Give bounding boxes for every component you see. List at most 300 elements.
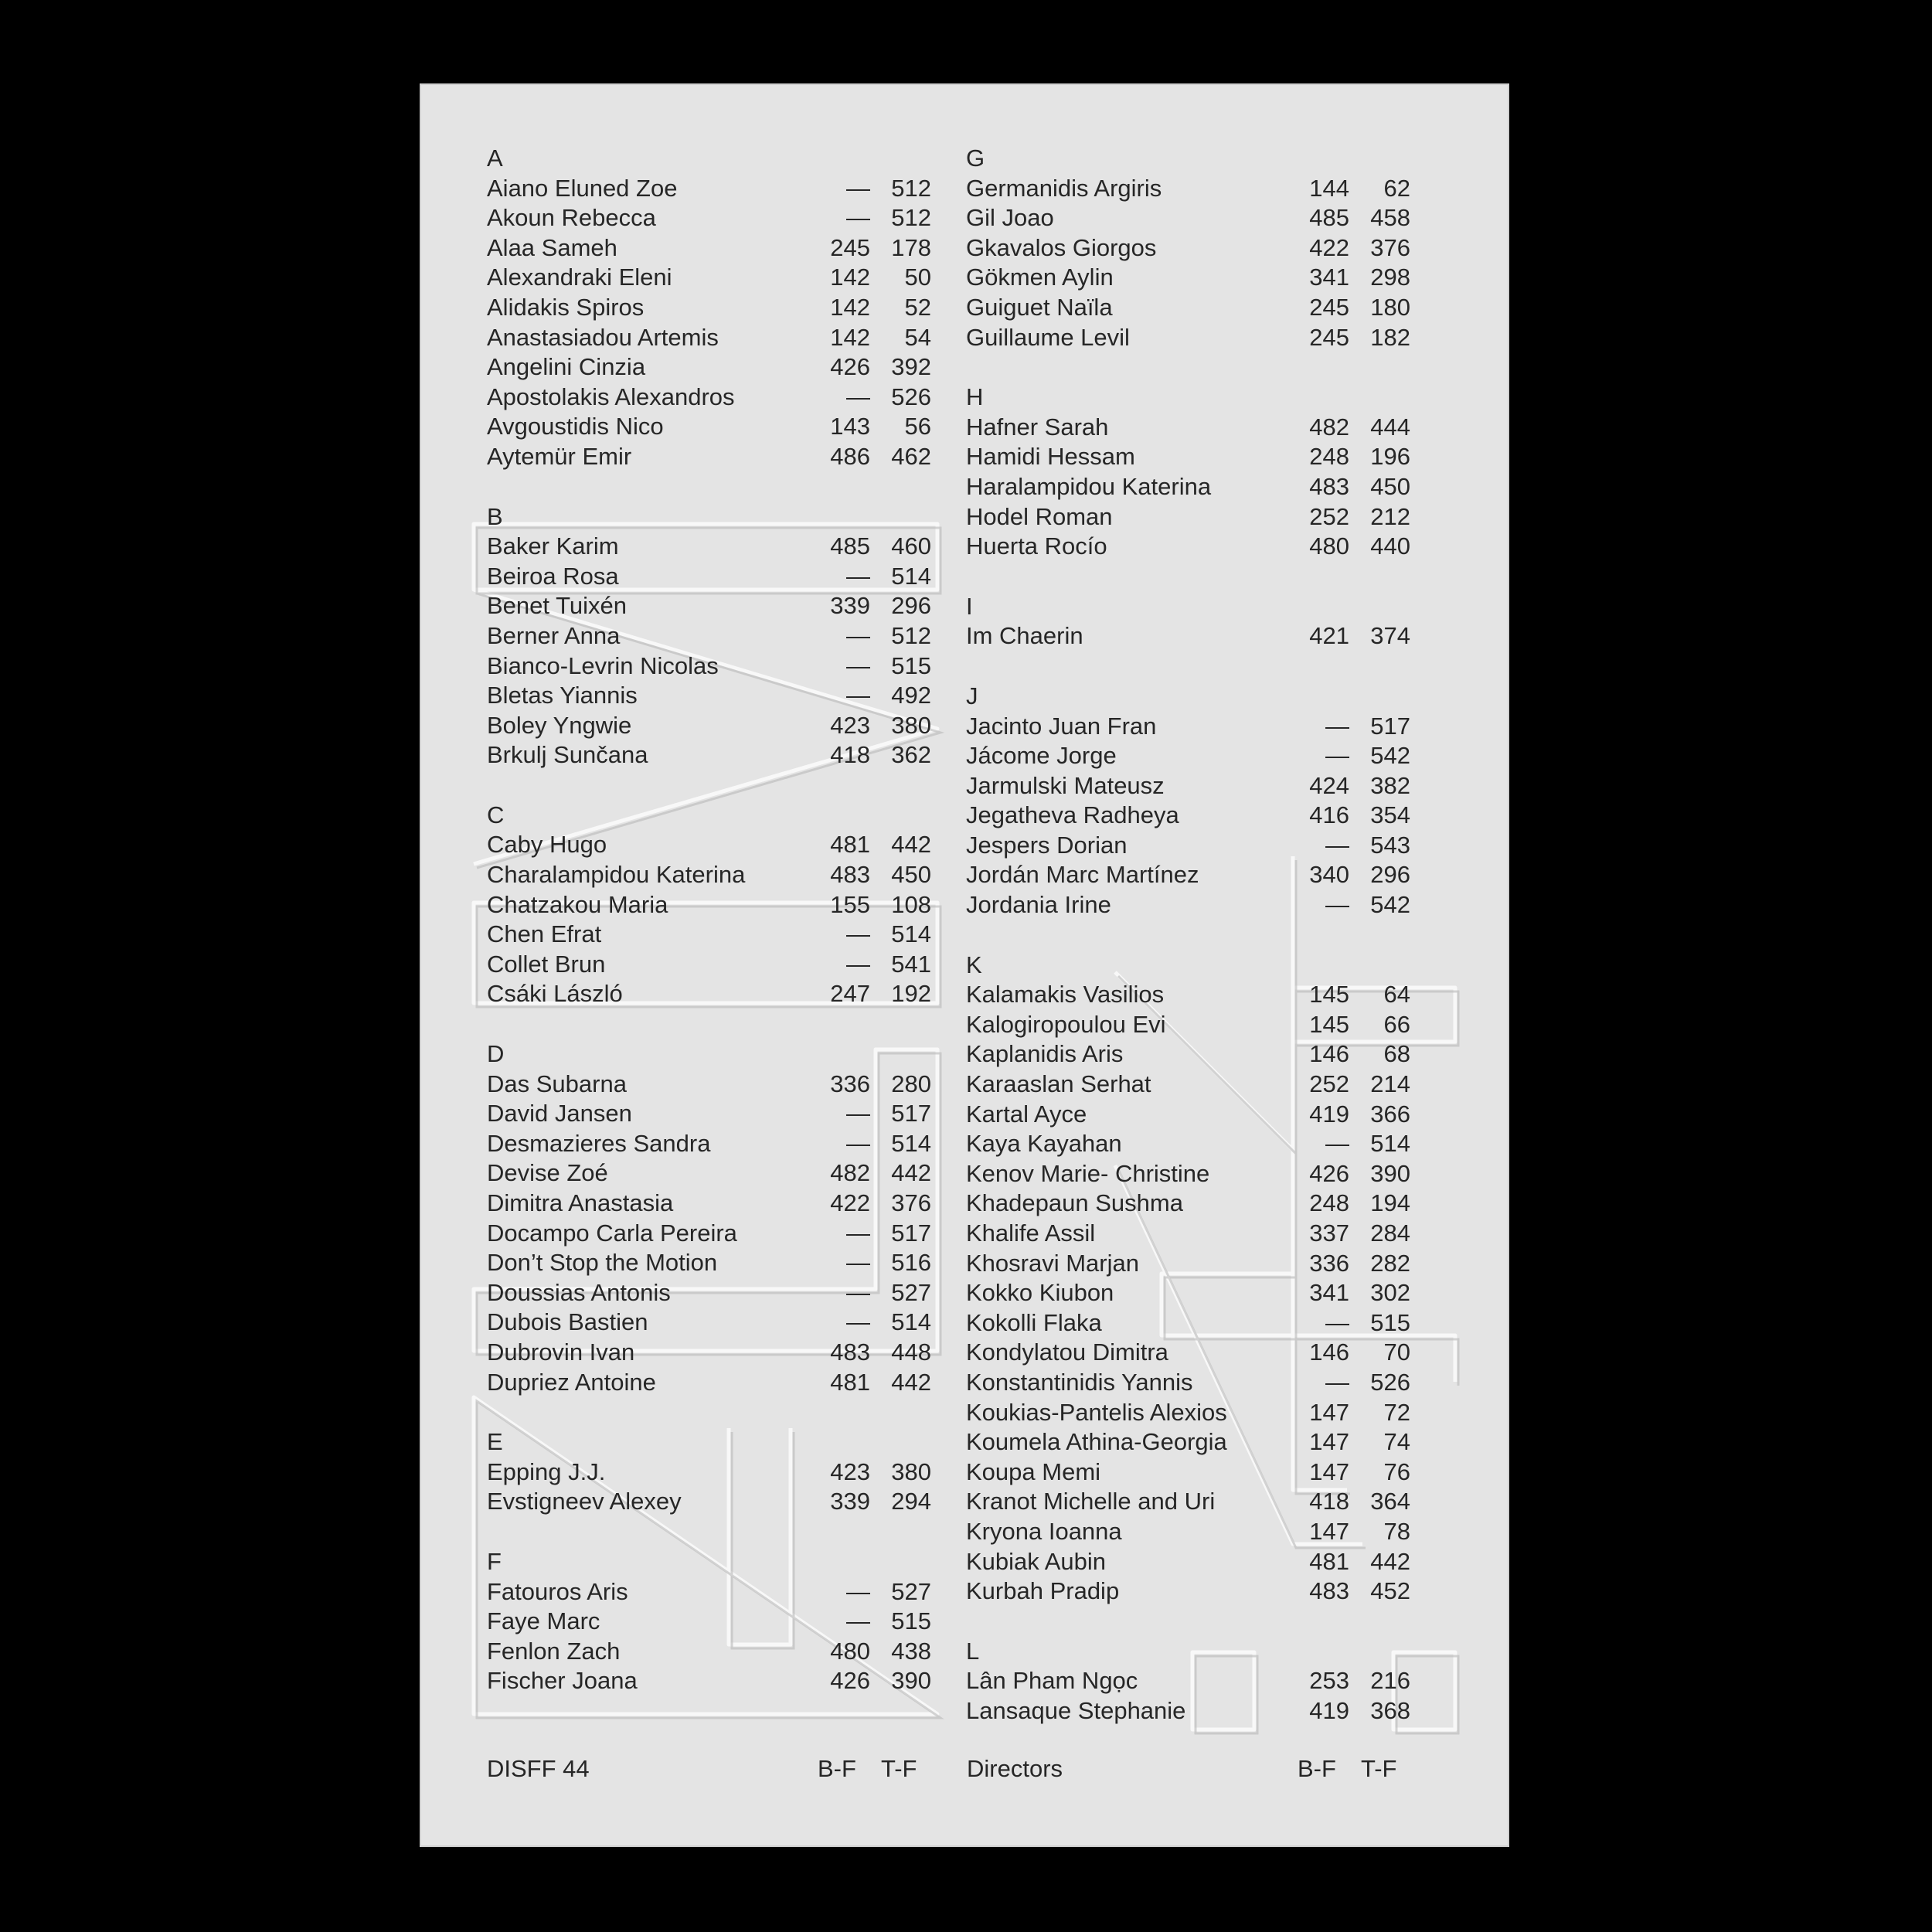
director-name: Jespers Dorian (966, 831, 1128, 859)
director-name: Dubrovin Ivan (487, 1338, 635, 1366)
index-entry (966, 860, 1410, 890)
tf-page-number: 62 (1383, 174, 1410, 202)
tf-page-number: 108 (891, 890, 931, 918)
bf-page-number: — (846, 651, 870, 679)
tf-page-number: 64 (1383, 981, 1410, 1009)
tf-page-number: 192 (891, 980, 931, 1008)
bf-page-number: 483 (830, 861, 870, 889)
director-name: Khadepaun Sushma (966, 1189, 1183, 1217)
section-letter: K (966, 951, 982, 978)
index-entry (966, 233, 1410, 264)
index-entry (966, 174, 1410, 204)
bf-page-number: 336 (830, 1070, 870, 1097)
tf-page-number: 514 (891, 1129, 931, 1157)
index-section (966, 592, 1410, 651)
tf-page-number: 526 (891, 383, 931, 410)
index-entry (487, 1368, 931, 1398)
director-name: Docampo Carla Pereira (487, 1219, 737, 1247)
tf-page-number: 302 (1370, 1279, 1410, 1307)
bf-page-number: 419 (1309, 1100, 1349, 1128)
bf-page-number: 146 (1309, 1338, 1349, 1366)
tf-page-number: 458 (1370, 204, 1410, 232)
bf-page-number: 142 (830, 293, 870, 321)
index-entry (966, 442, 1410, 472)
tf-page-number: 444 (1370, 413, 1410, 440)
index-entry (966, 1129, 1410, 1159)
director-name: Caby Hugo (487, 831, 607, 859)
index-entry (487, 621, 931, 651)
index-entry (966, 1338, 1410, 1368)
bf-page-number: 486 (830, 442, 870, 470)
bf-page-number: 245 (1309, 323, 1349, 351)
index-entry (966, 263, 1410, 293)
director-name: Koukias-Pantelis Alexios (966, 1398, 1227, 1426)
index-section (966, 682, 1410, 920)
director-name: Germanidis Argiris (966, 174, 1162, 202)
director-name: Lansaque Stephanie (966, 1696, 1186, 1724)
index-entry (966, 831, 1410, 861)
tf-page-number: 517 (891, 1100, 931, 1128)
tf-page-number: 194 (1370, 1189, 1410, 1217)
director-name: Huerta Rocío (966, 532, 1107, 560)
director-name: Kokolli Flaka (966, 1308, 1102, 1336)
index-entry (966, 1696, 1410, 1726)
index-entry (966, 1666, 1410, 1696)
tf-page-number: 448 (891, 1338, 931, 1366)
tf-page-number: 514 (1370, 1130, 1410, 1158)
index-entry (487, 860, 931, 890)
bf-page-number: 143 (830, 413, 870, 440)
index-entry (487, 383, 931, 413)
bf-page-number: 248 (1309, 1189, 1349, 1217)
index-entry (487, 681, 931, 711)
director-name: Dupriez Antoine (487, 1368, 656, 1396)
director-name: Jordán Marc Martínez (966, 861, 1199, 889)
index-entry (487, 1158, 931, 1189)
tf-page-number: 50 (904, 264, 931, 291)
tf-page-number: 438 (891, 1637, 931, 1665)
bf-page-number: 336 (1309, 1249, 1349, 1277)
tf-page-number: 380 (891, 1458, 931, 1485)
director-name: Doussias Antonis (487, 1278, 671, 1306)
index-entry (487, 1487, 931, 1517)
director-name: Kaplanidis Aris (966, 1040, 1124, 1068)
bf-page-number: 339 (830, 592, 870, 620)
bf-page-number: — (1325, 831, 1349, 859)
footer-left (487, 1753, 931, 1784)
tf-page-number: 512 (891, 621, 931, 649)
tf-page-number: 462 (891, 442, 931, 470)
bf-page-number: 423 (830, 1458, 870, 1485)
bf-page-number: — (846, 1249, 870, 1277)
index-entry (966, 771, 1410, 801)
director-name: Karaaslan Serhat (966, 1070, 1151, 1098)
index-entry (487, 711, 931, 741)
director-name: Kalogiropoulou Evi (966, 1010, 1166, 1038)
index-entry (966, 712, 1410, 742)
director-name: Kalamakis Vasilios (966, 981, 1165, 1009)
director-name: Akoun Rebecca (487, 204, 656, 232)
index-section (487, 144, 931, 472)
director-name: Epping J.J. (487, 1458, 606, 1485)
director-name: Jácome Jorge (966, 742, 1117, 770)
director-name: David Jansen (487, 1100, 632, 1128)
bf-page-number: 341 (1309, 264, 1349, 291)
director-name: Jacinto Juan Fran (966, 712, 1157, 740)
tf-page-number: 517 (1370, 712, 1410, 740)
index-entry (966, 1458, 1410, 1488)
director-name: Hodel Roman (966, 502, 1113, 530)
tf-page-number: 442 (891, 1159, 931, 1187)
index-entry (966, 1189, 1410, 1219)
bf-page-number: 421 (1309, 622, 1349, 650)
index-entry (966, 472, 1410, 502)
section-letter: F (487, 1547, 502, 1575)
director-name: Kondylatou Dimitra (966, 1338, 1168, 1366)
director-name: Chen Efrat (487, 920, 602, 948)
index-entry (966, 1427, 1410, 1458)
director-name: Boley Yngwie (487, 711, 632, 739)
bf-page-number: 483 (830, 1338, 870, 1366)
director-name: Desmazieres Sandra (487, 1129, 711, 1157)
index-page (420, 83, 1509, 1847)
director-name: Alaa Sameh (487, 233, 617, 261)
footer-right (967, 1753, 1411, 1784)
bf-page-number: — (846, 1129, 870, 1157)
section-letter: C (487, 801, 505, 828)
index-entry (966, 1159, 1410, 1189)
index-entry (487, 1577, 931, 1607)
director-name: Anastasiadou Artemis (487, 323, 719, 351)
tf-page-number: 450 (1370, 472, 1410, 500)
director-name: Evstigneev Alexey (487, 1488, 682, 1515)
index-entry (487, 651, 931, 682)
bf-page-number: 483 (1309, 472, 1349, 500)
director-name: Khosravi Marjan (966, 1249, 1139, 1277)
bf-page-number: 142 (830, 323, 870, 351)
director-name: Khalife Assil (966, 1219, 1096, 1247)
director-name: Fischer Joana (487, 1667, 638, 1695)
tf-page-number: 527 (891, 1577, 931, 1605)
index-entry (487, 591, 931, 621)
bf-page-number: — (1325, 742, 1349, 770)
tf-page-number: 543 (1370, 831, 1410, 859)
index-entry (966, 1010, 1410, 1040)
index-column-left (487, 144, 931, 1726)
index-entry (487, 263, 931, 293)
index-entry (966, 1039, 1410, 1070)
director-name: Kaya Kayahan (966, 1130, 1122, 1158)
bf-page-number: 422 (1309, 233, 1349, 261)
section-letter: A (487, 145, 503, 172)
bf-page-number: 426 (830, 1667, 870, 1695)
index-entry (966, 1398, 1410, 1428)
bf-page-number: 142 (830, 264, 870, 291)
director-name: Kryona Ioanna (966, 1517, 1122, 1545)
tf-page-number: 182 (1370, 323, 1410, 351)
director-name: Bletas Yiannis (487, 682, 638, 709)
index-entry (487, 1458, 931, 1488)
bf-page-number: 145 (1309, 1010, 1349, 1038)
section-letter: D (487, 1040, 505, 1068)
director-name: Csáki László (487, 980, 623, 1008)
tf-page-number: 514 (891, 562, 931, 590)
bf-page-number: 339 (830, 1488, 870, 1515)
director-name: Haralampidou Katerina (966, 472, 1212, 500)
director-name: Charalampidou Katerina (487, 861, 746, 889)
tf-page-number: 527 (891, 1278, 931, 1306)
tf-page-number: 296 (891, 592, 931, 620)
tf-page-number: 212 (1370, 502, 1410, 530)
index-entry (966, 621, 1410, 651)
bf-page-number: 247 (830, 980, 870, 1008)
tf-page-number: 280 (891, 1070, 931, 1097)
index-entry (966, 293, 1410, 323)
director-name: Lân Pham Ngọc (966, 1667, 1138, 1695)
bf-page-number: 426 (1309, 1159, 1349, 1187)
bf-column-label: B-F (1298, 1755, 1336, 1782)
director-name: Im Chaerin (966, 622, 1083, 650)
index-title: Directors (967, 1755, 1063, 1782)
tf-page-number: 178 (891, 233, 931, 261)
bf-page-number: — (1325, 891, 1349, 919)
bf-page-number: 147 (1309, 1458, 1349, 1485)
bf-page-number: 481 (830, 831, 870, 859)
tf-column-label: T-F (1361, 1755, 1397, 1782)
bf-page-number: 147 (1309, 1517, 1349, 1545)
bf-page-number: 253 (1309, 1667, 1349, 1695)
bf-page-number: 485 (1309, 204, 1349, 232)
bf-page-number: 423 (830, 711, 870, 739)
bf-page-number: — (846, 174, 870, 202)
tf-page-number: 354 (1370, 801, 1410, 829)
index-entry (966, 532, 1410, 562)
tf-page-number: 512 (891, 204, 931, 232)
director-name: Aytemür Emir (487, 442, 632, 470)
tf-page-number: 296 (1370, 861, 1410, 889)
bf-page-number: 248 (1309, 443, 1349, 471)
bf-page-number: 483 (1309, 1577, 1349, 1605)
index-entry (487, 1666, 931, 1696)
index-entry (487, 1219, 931, 1249)
director-name: Benet Tuixén (487, 592, 627, 620)
index-entry (487, 412, 931, 442)
bf-page-number: 252 (1309, 1070, 1349, 1098)
index-entry (487, 1099, 931, 1129)
tf-page-number: 70 (1383, 1338, 1410, 1366)
index-entry (966, 1100, 1410, 1130)
tf-page-number: 376 (891, 1189, 931, 1216)
bf-page-number: — (846, 562, 870, 590)
tf-page-number: 78 (1383, 1517, 1410, 1545)
bf-page-number: 480 (1309, 532, 1349, 560)
index-entry (966, 413, 1410, 443)
director-name: Jegatheva Radheya (966, 801, 1179, 829)
tf-page-number: 526 (1370, 1368, 1410, 1396)
tf-page-number: 66 (1383, 1010, 1410, 1038)
tf-page-number: 390 (1370, 1159, 1410, 1187)
bf-page-number: — (846, 920, 870, 948)
bf-page-number: 481 (1309, 1547, 1349, 1575)
index-entry (966, 323, 1410, 353)
director-name: Dubois Bastien (487, 1308, 648, 1336)
index-section (966, 1637, 1410, 1726)
tf-page-number: 541 (891, 950, 931, 978)
tf-page-number: 180 (1370, 293, 1410, 321)
section-letter: J (966, 682, 978, 709)
index-entry (487, 1070, 931, 1100)
index-entry (487, 1248, 931, 1278)
tf-page-number: 512 (891, 174, 931, 202)
index-entry (966, 203, 1410, 233)
bf-page-number: 481 (830, 1368, 870, 1396)
director-name: Beiroa Rosa (487, 562, 619, 590)
director-name: Berner Anna (487, 621, 621, 649)
bf-page-number: — (1325, 1308, 1349, 1336)
director-name: Alidakis Spiros (487, 293, 645, 321)
tf-page-number: 216 (1370, 1667, 1410, 1695)
bf-page-number: — (846, 1577, 870, 1605)
tf-column-label: T-F (881, 1755, 917, 1782)
bf-page-number: 422 (830, 1189, 870, 1216)
tf-page-number: 376 (1370, 233, 1410, 261)
tf-page-number: 450 (891, 861, 931, 889)
tf-page-number: 542 (1370, 891, 1410, 919)
section-letter: G (966, 145, 985, 172)
director-name: Kartal Ayce (966, 1100, 1087, 1128)
index-entry (487, 1637, 931, 1667)
director-name: Hafner Sarah (966, 413, 1109, 440)
director-name: Jordania Irine (966, 891, 1111, 919)
tf-page-number: 294 (891, 1488, 931, 1515)
tf-page-number: 392 (891, 353, 931, 381)
tf-page-number: 516 (891, 1249, 931, 1277)
bf-page-number: — (1325, 712, 1349, 740)
bf-page-number: 341 (1309, 1279, 1349, 1307)
index-section (487, 1427, 931, 1517)
section-letter: I (966, 592, 973, 620)
director-name: Don’t Stop the Motion (487, 1249, 718, 1277)
index-entry (487, 532, 931, 562)
index-entry (487, 920, 931, 950)
tf-page-number: 72 (1383, 1398, 1410, 1426)
director-name: Hamidi Hessam (966, 443, 1135, 471)
director-name: Koumela Athina-Georgia (966, 1428, 1227, 1456)
tf-page-number: 542 (1370, 742, 1410, 770)
index-entry (487, 1189, 931, 1219)
director-name: Das Subarna (487, 1070, 627, 1097)
index-entry (966, 1517, 1410, 1547)
index-entry (966, 1219, 1410, 1249)
director-name: Kurbah Pradip (966, 1577, 1120, 1605)
tf-page-number: 52 (904, 293, 931, 321)
tf-page-number: 374 (1370, 622, 1410, 650)
index-entry (966, 1547, 1410, 1577)
index-section (966, 951, 1410, 1607)
index-entry (966, 1368, 1410, 1398)
index-entry (487, 890, 931, 920)
index-entry (966, 801, 1410, 831)
section-letter: L (966, 1637, 980, 1665)
index-entry (487, 1607, 931, 1637)
bf-page-number: 426 (830, 353, 870, 381)
director-name: Fatouros Aris (487, 1577, 628, 1605)
director-name: Brkulj Sunčana (487, 741, 648, 769)
index-entry (487, 233, 931, 264)
tf-page-number: 442 (1370, 1547, 1410, 1575)
director-name: Kubiak Aubin (966, 1547, 1106, 1575)
index-entry (966, 1070, 1410, 1100)
tf-page-number: 442 (891, 1368, 931, 1396)
index-entry (966, 1308, 1410, 1338)
section-letter: E (487, 1428, 503, 1456)
index-entry (487, 442, 931, 472)
bf-page-number: — (846, 621, 870, 649)
director-name: Kranot Michelle and Uri (966, 1488, 1216, 1515)
index-entry (487, 1308, 931, 1338)
director-name: Faye Marc (487, 1607, 600, 1635)
director-name: Apostolakis Alexandros (487, 383, 735, 410)
director-name: Aiano Eluned Zoe (487, 174, 678, 202)
tf-page-number: 442 (891, 831, 931, 859)
tf-page-number: 515 (891, 1607, 931, 1635)
tf-page-number: 74 (1383, 1428, 1410, 1456)
index-section (487, 801, 931, 1009)
publication-title: DISFF 44 (487, 1755, 590, 1782)
bf-page-number: — (1325, 1368, 1349, 1396)
bf-page-number: — (846, 950, 870, 978)
tf-page-number: 298 (1370, 264, 1410, 291)
tf-page-number: 515 (1370, 1308, 1410, 1336)
bf-page-number: — (1325, 1130, 1349, 1158)
director-name: Kokko Kiubon (966, 1279, 1114, 1307)
bf-page-number: 419 (1309, 1696, 1349, 1724)
index-entry (966, 1278, 1410, 1308)
bf-page-number: 418 (830, 741, 870, 769)
director-name: Alexandraki Eleni (487, 264, 672, 291)
index-section (487, 502, 931, 770)
section-letter: H (966, 383, 984, 411)
index-entry (487, 293, 931, 323)
director-name: Gökmen Aylin (966, 264, 1114, 291)
index-entry (966, 890, 1410, 920)
tf-page-number: 284 (1370, 1219, 1410, 1247)
index-column-right (966, 144, 1410, 1757)
bf-page-number: 147 (1309, 1398, 1349, 1426)
bf-page-number: — (846, 1607, 870, 1635)
bf-page-number: 485 (830, 532, 870, 560)
tf-page-number: 514 (891, 920, 931, 948)
director-name: Guiguet Naïla (966, 293, 1113, 321)
tf-page-number: 514 (891, 1308, 931, 1336)
index-entry (966, 502, 1410, 532)
index-entry (487, 323, 931, 353)
bf-page-number: 337 (1309, 1219, 1349, 1247)
director-name: Jarmulski Mateusz (966, 771, 1165, 799)
bf-page-number: 252 (1309, 502, 1349, 530)
bf-page-number: 482 (1309, 413, 1349, 440)
tf-page-number: 282 (1370, 1249, 1410, 1277)
section-letter: B (487, 502, 503, 530)
index-section (487, 1039, 931, 1397)
director-name: Fenlon Zach (487, 1637, 621, 1665)
bf-page-number: 147 (1309, 1428, 1349, 1456)
tf-page-number: 460 (891, 532, 931, 560)
index-entry (487, 1338, 931, 1368)
index-entry (966, 980, 1410, 1010)
director-name: Koupa Memi (966, 1458, 1101, 1485)
director-name: Gil Joao (966, 204, 1054, 232)
